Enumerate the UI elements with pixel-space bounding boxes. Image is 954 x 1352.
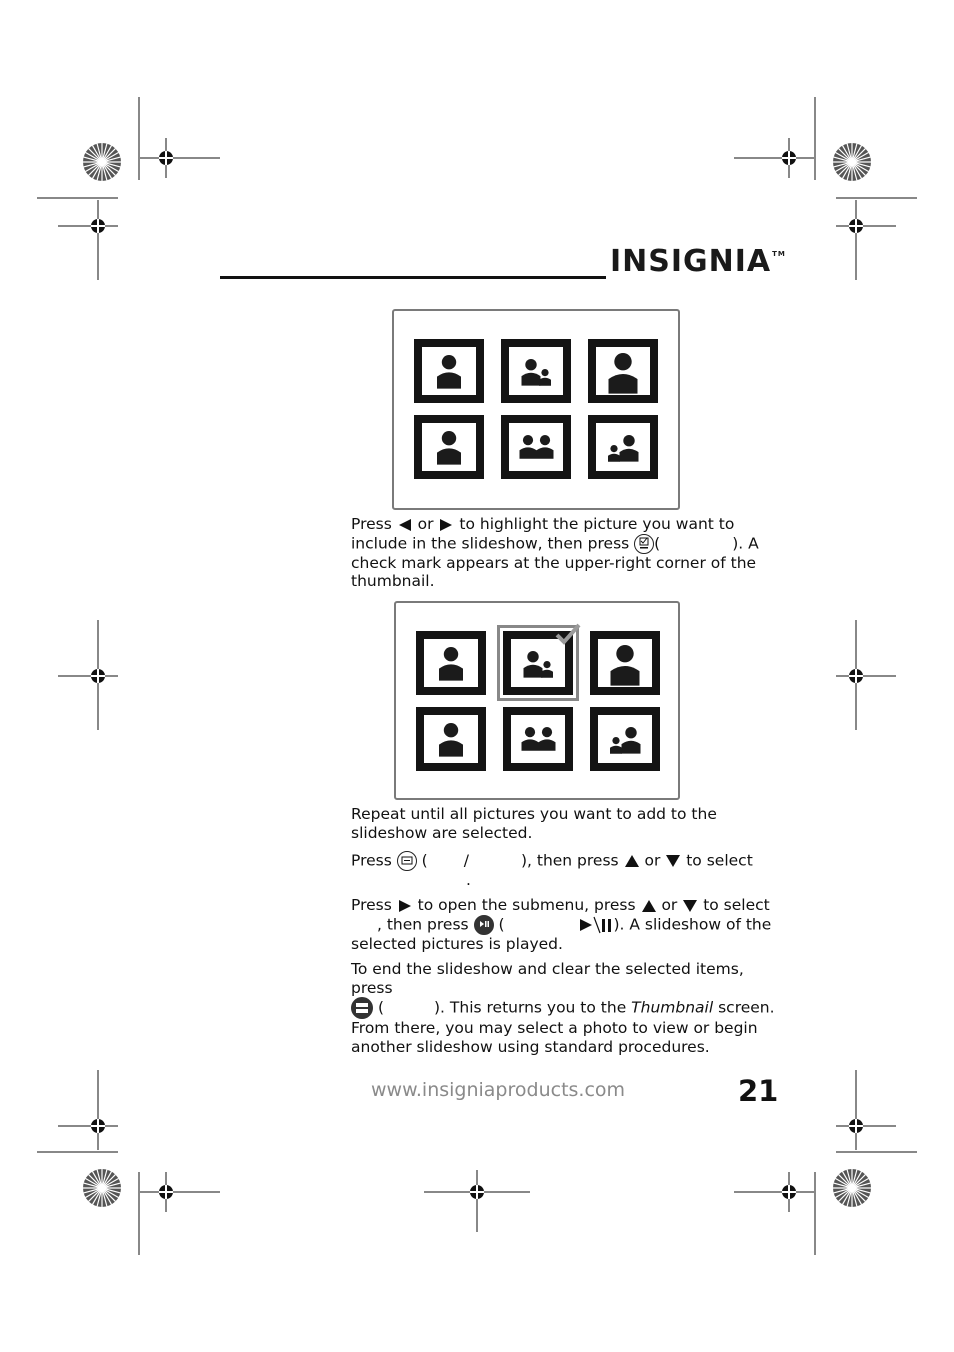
instruction-step-3: Press ( / ), then press or to select . [351,851,753,889]
up-arrow-icon [641,899,657,913]
photo-thumbnail [501,415,571,479]
instruction-step-1: Press or to highlight the picture you want to include in the slideshow, then press ( ). A check mark appears at the upper-right corner of the thumbnail. [351,515,759,590]
photo-thumbnail [416,707,486,771]
check-mark-icon [555,623,581,649]
enter-button-icon [474,915,494,935]
left-arrow-icon [397,518,413,532]
down-arrow-icon [682,899,698,913]
right-arrow-icon [397,899,413,913]
brand-logo: INSIGNIA™ [610,244,786,279]
header-rule [220,276,606,279]
photo-thumbnail [588,415,658,479]
photo-thumbnail [590,707,660,771]
thumbnail-grid-selected-figure [394,601,680,800]
photo-thumbnail [590,631,660,695]
photo-thumbnail [414,415,484,479]
select-button-icon [634,534,654,554]
menu-button-icon [397,851,417,871]
footer-url[interactable]: www.insigniaproducts.com [371,1079,626,1101]
play-pause-icon [579,916,613,934]
photo-thumbnail [501,339,571,403]
photo-thumbnail [588,339,658,403]
photo-thumbnail [414,339,484,403]
photo-thumbnail [503,631,573,695]
photo-thumbnail [503,707,573,771]
right-arrow-icon [438,518,454,532]
photo-thumbnail [416,631,486,695]
instruction-step-2: Repeat until all pictures you want to add to the slideshow are selected. [351,805,717,842]
down-arrow-icon [665,854,681,868]
thumbnail-grid-figure [392,309,680,510]
page-number: 21 [738,1074,779,1108]
up-arrow-icon [624,854,640,868]
instruction-step-4: Press to open the submenu, press or to select , then press ( ). A slideshow of the selected pictures is played. [351,896,772,953]
exit-button-icon [351,997,373,1019]
instruction-step-5: To end the slideshow and clear the selected items, press ( ). This returns you to the Thumbnail screen. From there, you may select a photo to view or begin another slideshow using standard procedures. [351,960,775,1056]
